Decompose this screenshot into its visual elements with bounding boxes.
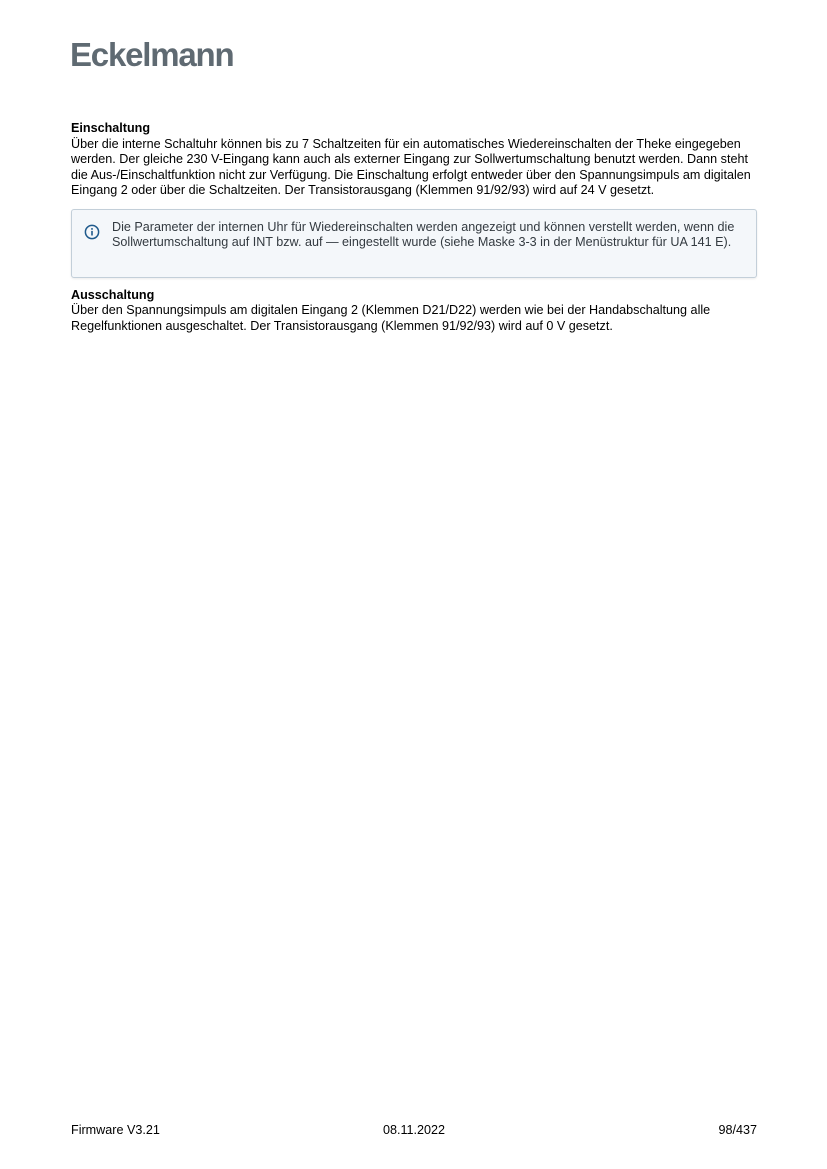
footer-page-number: 98/437 — [718, 1123, 757, 1137]
section-text-einschaltung: Über die interne Schaltuhr können bis zu 7 Schaltzeiten für ein automatisches Wiedereinschalten der Theke eingegeben werden. Der gleiche 230 V-Eingang kann auch als externer Eingang zur Sollwertumschaltung benutzt werden. Dann steht die Aus-/Einschaltfunktion nicht zur Verfügung. Die Einschaltung erfolgt entweder über den Spannungsimpuls am digitalen Eingang 2 oder über die Schaltzeiten. Der Transistorausgang (Klemmen 91/92/93) wird auf 24 V gesetzt. — [71, 136, 751, 197]
info-circle-icon — [84, 224, 100, 240]
section-title-ausschaltung: Ausschaltung — [71, 287, 155, 302]
page-footer — [71, 1122, 757, 1138]
info-note-box — [71, 209, 757, 278]
section-title-einschaltung: Einschaltung — [71, 121, 151, 135]
info-note-text: Die Parameter der internen Uhr für Wiedereinschalten werden angezeigt und können verstellt werden, wenn die Sollwertumschaltung auf INT bzw. auf — eingestellt wurde (siehe Maske 3-3 in der Menüstruktur für UA 141 E). — [112, 219, 735, 249]
page-content — [71, 121, 757, 334]
footer-date: 08.11.2022 — [382, 1123, 446, 1137]
company-logo: Eckelmann — [70, 36, 234, 73]
section-text-ausschaltung: Über den Spannungsimpuls am digitalen Eingang 2 (Klemmen D21/D22) werden wie bei der Handabschaltung alle Regelfunktionen ausgeschaltet. Der Transistorausgang (Klemmen 91/92/93) wird auf 0 V gesetzt. — [71, 303, 711, 333]
footer-firmware-version: Firmware V3.21 — [71, 1123, 160, 1137]
